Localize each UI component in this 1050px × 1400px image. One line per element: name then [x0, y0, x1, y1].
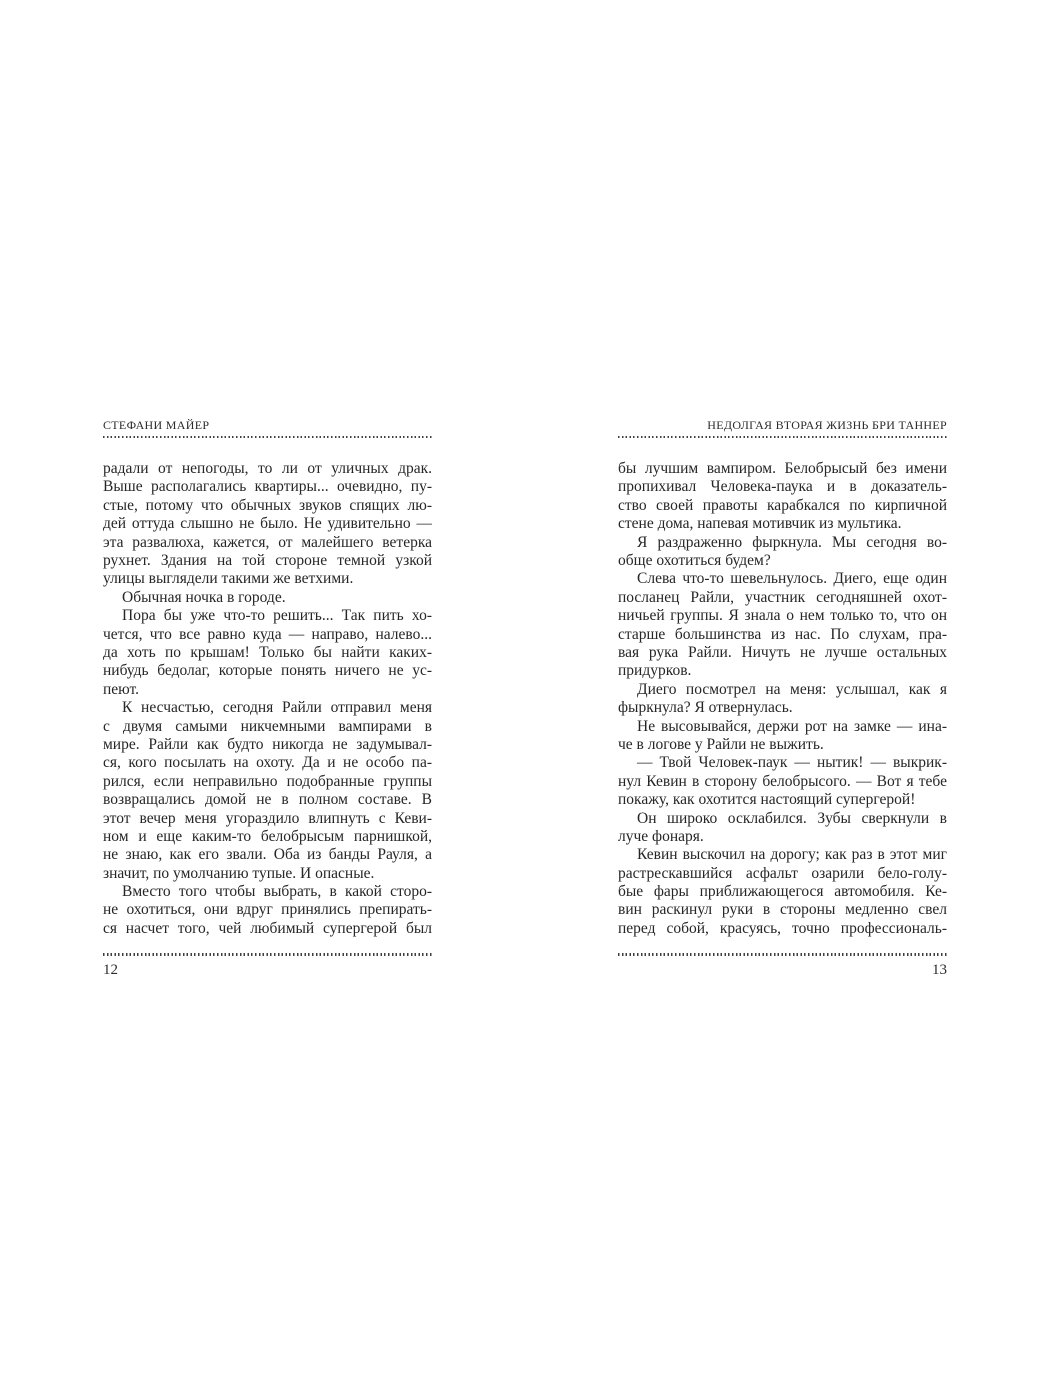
text-line: луче фонаря. [618, 827, 704, 845]
text-line: нул Кевин в сторону белобрысого. — Вот я тебе [618, 772, 947, 790]
text-line: че в логове у Райли не выжить. [618, 735, 824, 753]
text-line: стые, потому что обычных звуков спящих лю- [103, 496, 432, 514]
text-line: ся, кого посылать на охоту. Да и не особо па- [103, 754, 432, 772]
text-line: вин раскинул руки в стороны медленно свел [618, 901, 947, 919]
text-line: радали от непогоды, то ли от уличных драк. [103, 460, 432, 478]
body-text [103, 460, 432, 938]
text-line: Слева что-то шевельнулось. Диего, еще один [637, 570, 947, 588]
text-line: Диего посмотрел на меня: услышал, как я [637, 680, 947, 698]
text-line: с двумя самыми никчемными вампирами в [103, 717, 432, 735]
text-line: Вместо того чтобы выбрать, в какой сторо- [122, 883, 432, 901]
text-line: стене дома, напевая мотивчик из мультика. [618, 515, 902, 533]
text-line: старше большинства из нас. По слухам, пра- [618, 625, 947, 643]
text-line: Выше располагались квартиры... очевидно, пу- [103, 478, 432, 496]
header-rule [103, 436, 432, 439]
text-line: растрескавшийся асфальт озарили бело-голу- [618, 864, 947, 882]
text-line: Обычная ночка в городе. [122, 588, 286, 606]
text-line: фыркнула? Я отвернулась. [618, 699, 793, 717]
header-rule [618, 436, 947, 439]
text-line: ство своей правоты карабкался по кирпичной [618, 496, 947, 514]
text-line: придурков. [618, 662, 692, 680]
text-line: эта развалюха, кажется, от малейшего ветерка [103, 533, 432, 551]
text-line: пропихивал Человека-паука и в доказатель- [618, 478, 947, 496]
text-line: рился, если неправильно подобранные группы [103, 772, 432, 790]
text-line: рухнет. Здания на той стороне темной узкой [103, 552, 432, 570]
text-line: пеют. [103, 680, 140, 698]
text-line: бые фары приближающегося автомобиля. Ке- [618, 883, 947, 901]
text-line: улицы выглядели такими же ветхими. [103, 570, 354, 588]
text-line: чется, что все равно куда — направо, налево... [103, 625, 432, 643]
text-line: обще охотиться будем? [618, 552, 771, 570]
text-line: — Твой Человек-паук — нытик! — выкрик- [637, 754, 947, 772]
text-line: вая рука Райли. Ничуть не лучше остальных [618, 644, 947, 661]
running-header-author: СТЕФАНИ МАЙЕР [103, 418, 210, 432]
text-line: да хоть по крышам! Только бы найти каких- [103, 644, 432, 661]
text-line: ном и еще каким-то белобрысым парнишкой, [103, 827, 432, 845]
text-line: Не высовывайся, держи рот на замке — ина- [637, 717, 947, 735]
text-line: посланец Райли, участник сегодняшней охот- [618, 588, 947, 606]
text-line: перед собой, красуясь, точно профессиональ- [618, 919, 947, 937]
page-number: 13 [932, 961, 947, 978]
text-line: Кевин выскочил на дорогу; как раз в этот миг [637, 846, 947, 864]
text-line: не знаю, как его звали. Оба из банды Рауля, а [103, 846, 432, 864]
text-line: ся насчет того, чей любимый супергерой был [103, 919, 432, 937]
footer-rule [103, 953, 432, 956]
text-line: Я раздраженно фыркнула. Мы сегодня во- [637, 533, 947, 551]
text-line: Пора бы уже что-то решить... Так пить хо- [122, 607, 432, 625]
text-line: этот вечер меня угораздило влипнуть с Кеви- [103, 809, 432, 827]
footer-rule [618, 953, 947, 956]
text-line: дей оттуда слышно не было. Не удивительно — [103, 515, 432, 533]
text-line: нибудь бедолаг, которые понять ничего не ус- [103, 662, 432, 680]
text-line: покажу, как охотится настоящий супергерой! [618, 791, 916, 809]
page-number: 12 [103, 961, 118, 978]
right-page [618, 418, 947, 978]
text-line: не охотиться, они вдруг принялись препирать- [103, 901, 432, 919]
text-line: бы лучшим вампиром. Белобрысый без имени [618, 460, 947, 478]
text-line: возвращались домой не в полном составе. В [103, 791, 432, 809]
left-page [103, 418, 432, 978]
text-line: Он широко осклабился. Зубы сверкнули в [637, 809, 947, 827]
text-line: значит, по умолчанию тупые. И опасные. [103, 864, 375, 882]
running-header-title: НЕДОЛГАЯ ВТОРАЯ ЖИЗНЬ БРИ ТАННЕР [707, 418, 947, 432]
text-line: ничьей группы. Я знала о нем только то, что он [618, 607, 947, 625]
text-line: мире. Райли как будто никогда не задумывал- [103, 735, 432, 753]
body-text [618, 460, 947, 938]
text-line: К несчастью, сегодня Райли отправил меня [122, 699, 432, 717]
